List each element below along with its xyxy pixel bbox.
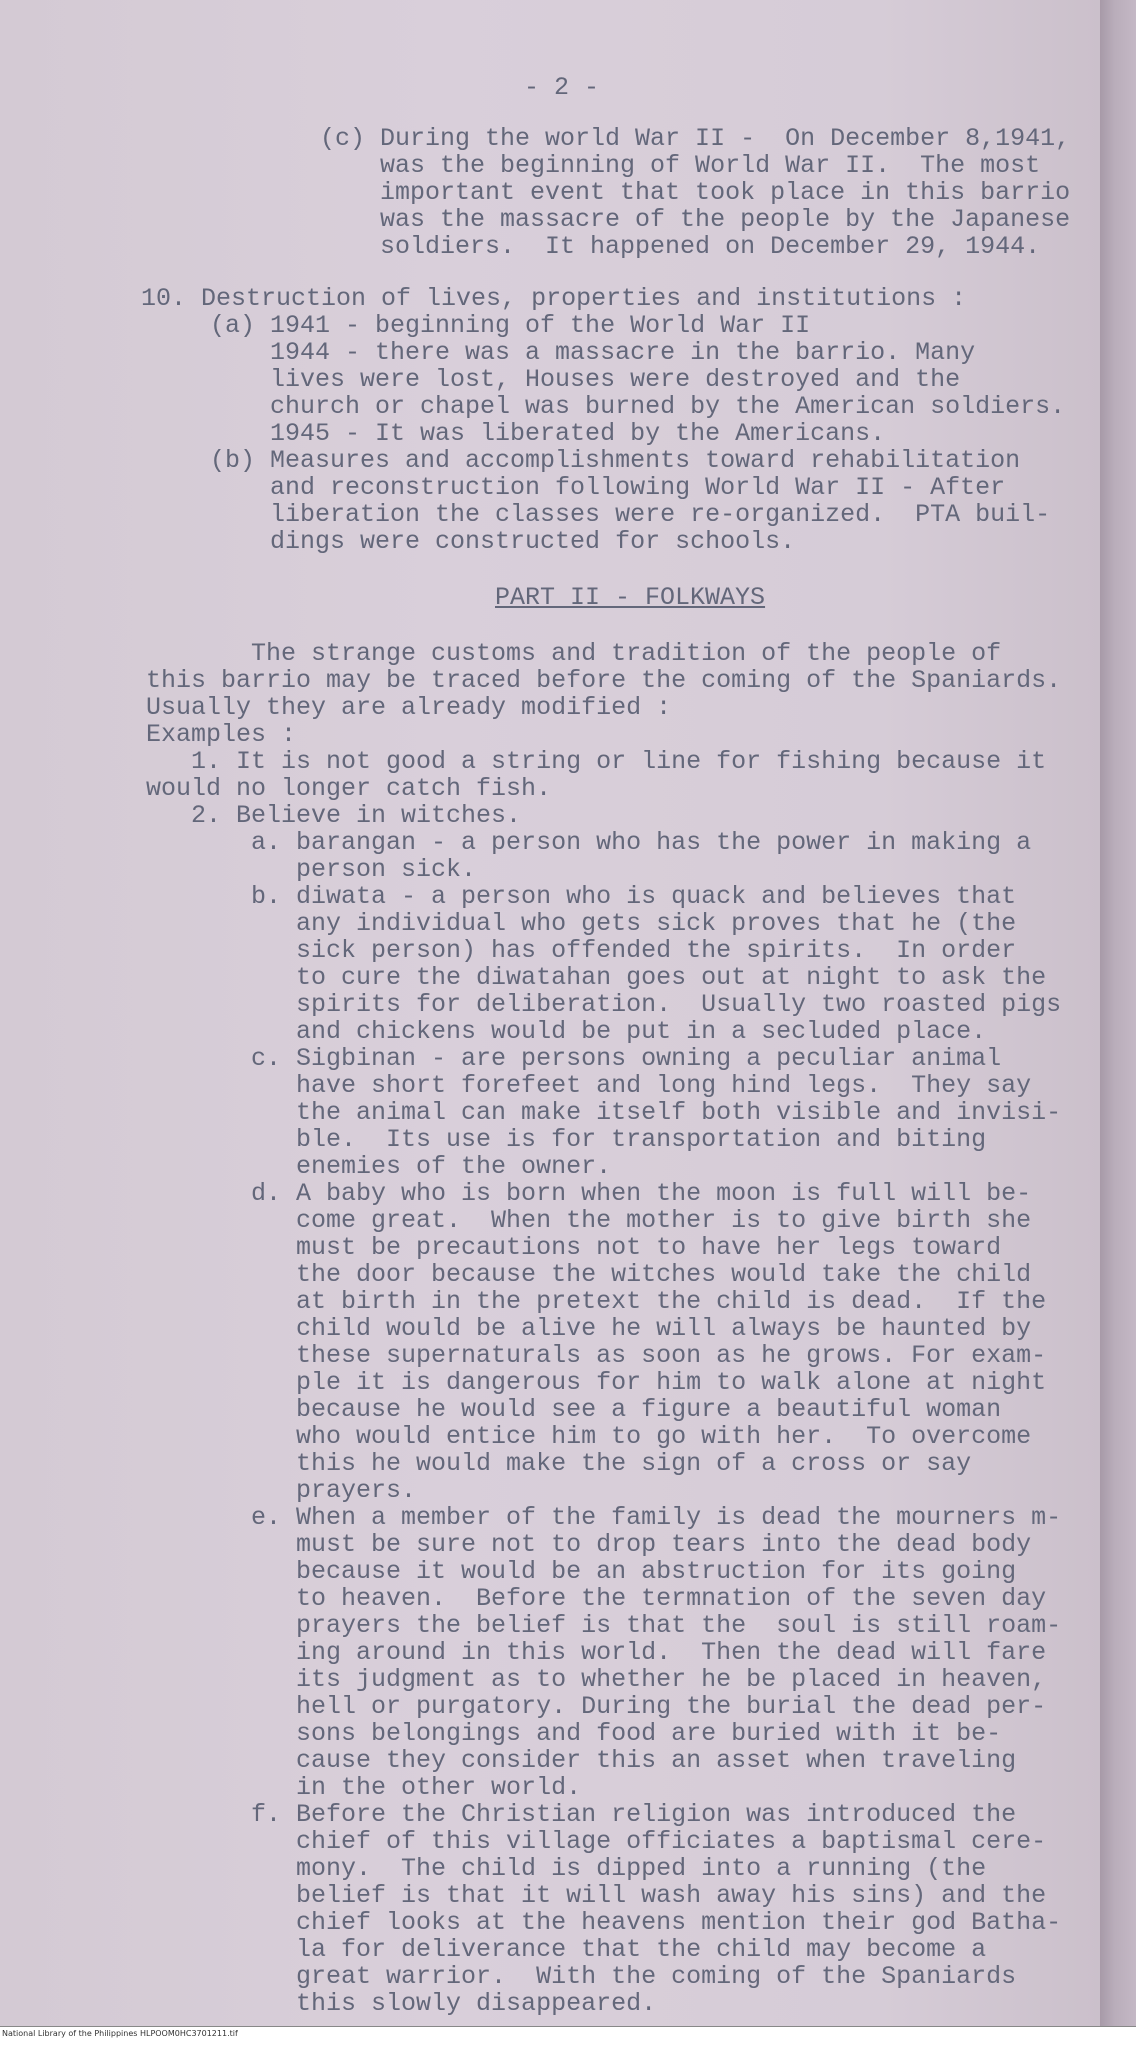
text-line: must be sure not to drop tears into the dead body (146, 1530, 1032, 1559)
text-line: e. When a member of the family is dead the mourners m- (146, 1503, 1062, 1532)
text-line: because it would be an abstruction for its going (146, 1557, 1017, 1586)
text-line: and reconstruction following World War II - After (210, 473, 1006, 502)
text-line: soldiers. It happened on December 29, 1944. (320, 232, 1041, 261)
text-line: The strange customs and tradition of the people of (146, 639, 1002, 668)
text-line: because he would see a figure a beautiful woman (146, 1395, 1002, 1424)
text-line: chief looks at the heavens mention their god Batha- (146, 1908, 1062, 1937)
page-number: - 2 - (524, 73, 600, 102)
text-line: these supernaturals as soon as he grows. For exam- (146, 1341, 1047, 1370)
text-line: was the massacre of the people by the Japanese (320, 205, 1071, 234)
text-line: come great. When the mother is to give birth she (146, 1206, 1032, 1235)
text-line: dings were constructed for schools. (210, 527, 796, 556)
text-line: la for deliverance that the child may become a (146, 1935, 987, 1964)
text-line: hell or purgatory. During the burial the dead per- (146, 1692, 1047, 1721)
section-title: PART II - FOLKWAYS (495, 583, 766, 612)
text-line: this barrio may be traced before the coming of the Spaniards. (146, 666, 1062, 695)
text-line: belief is that it will wash away his sins) and the (146, 1881, 1047, 1910)
text-line: cause they consider this an asset when traveling (146, 1746, 1017, 1775)
text-line: mony. The child is dipped into a running (the (146, 1854, 987, 1883)
text-line: church or chapel was burned by the American soldiers. (210, 392, 1066, 421)
text-line: ble. Its use is for transportation and biting (146, 1125, 987, 1154)
text-line: child would be alive he will always be haunted by (146, 1314, 1032, 1343)
text-line: 10. Destruction of lives, properties and institutions : (141, 284, 967, 313)
text-line: its judgment as to whether he be placed in heaven, (146, 1665, 1047, 1694)
text-line: lives were lost, Houses were destroyed and the (210, 365, 961, 394)
text-line: 1944 - there was a massacre in the barrio. Many (210, 338, 976, 367)
text-line: 2. Believe in witches. (146, 801, 522, 830)
footer-caption: National Library of the Philippines HLPOOM0HC3701211.tif (2, 2029, 238, 2038)
text-line: would no longer catch fish. (146, 774, 552, 803)
text-line: to cure the diwatahan goes out at night to ask the (146, 963, 1047, 992)
text-line: to heaven. Before the termnation of the seven day (146, 1584, 1047, 1613)
text-line: at birth in the pretext the child is dead. If the (146, 1287, 1047, 1316)
text-line: a. barangan - a person who has the power in making a (146, 828, 1032, 857)
text-line: (c) During the world War II - On December 8,1941, (320, 124, 1071, 153)
text-line: in the other world. (146, 1773, 582, 1802)
text-line: was the beginning of World War II. The most (320, 151, 1041, 180)
text-line: sons belongings and food are buried with it be- (146, 1719, 1002, 1748)
text-line: d. A baby who is born when the moon is full will be- (146, 1179, 1032, 1208)
text-line: (b) Measures and accomplishments toward rehabilitation (210, 446, 1021, 475)
text-line: 1945 - It was liberated by the Americans. (210, 419, 886, 448)
text-line: prayers the belief is that the soul is still roam- (146, 1611, 1062, 1640)
text-line: ple it is dangerous for him to walk alone at night (146, 1368, 1047, 1397)
text-line: liberation the classes were re-organized. PTA buil- (210, 500, 1051, 529)
text-line: must be precautions not to have her legs toward (146, 1233, 1002, 1262)
text-line: ing around in this world. Then the dead will fare (146, 1638, 1047, 1667)
text-line: the animal can make itself both visible and invisi- (146, 1098, 1062, 1127)
text-line: chief of this village officiates a baptismal cere- (146, 1827, 1047, 1856)
text-line: this slowly disappeared. (146, 1989, 657, 2018)
text-line: Examples : (146, 720, 297, 749)
text-line: have short forefeet and long hind legs. They say (146, 1071, 1032, 1100)
text-line: f. Before the Christian religion was introduced the (146, 1800, 1017, 1829)
text-line: b. diwata - a person who is quack and believes that (146, 882, 1017, 911)
text-line: any individual who gets sick proves that he (the (146, 909, 1017, 938)
text-line: the door because the witches would take the child (146, 1260, 1032, 1289)
text-line: (a) 1941 - beginning of the World War II (210, 311, 811, 340)
text-line: spirits for deliberation. Usually two roasted pigs (146, 990, 1062, 1019)
text-line: sick person) has offended the spirits. In order (146, 936, 1017, 965)
text-line: c. Sigbinan - are persons owning a peculiar animal (146, 1044, 1002, 1073)
text-line: important event that took place in this barrio (320, 178, 1071, 207)
text-line: Usually they are already modified : (146, 693, 672, 722)
text-line: prayers. (146, 1476, 417, 1505)
page-edge (1100, 0, 1136, 2026)
text-line: 1. It is not good a string or line for fishing because it (146, 747, 1047, 776)
text-line: person sick. (146, 855, 477, 884)
text-line: who would entice him to go with her. To overcome (146, 1422, 1032, 1451)
text-line: this he would make the sign of a cross or say (146, 1449, 972, 1478)
text-line: enemies of the owner. (146, 1152, 612, 1181)
text-line: and chickens would be put in a secluded place. (146, 1017, 987, 1046)
text-line: great warrior. With the coming of the Spaniards (146, 1962, 1017, 1991)
